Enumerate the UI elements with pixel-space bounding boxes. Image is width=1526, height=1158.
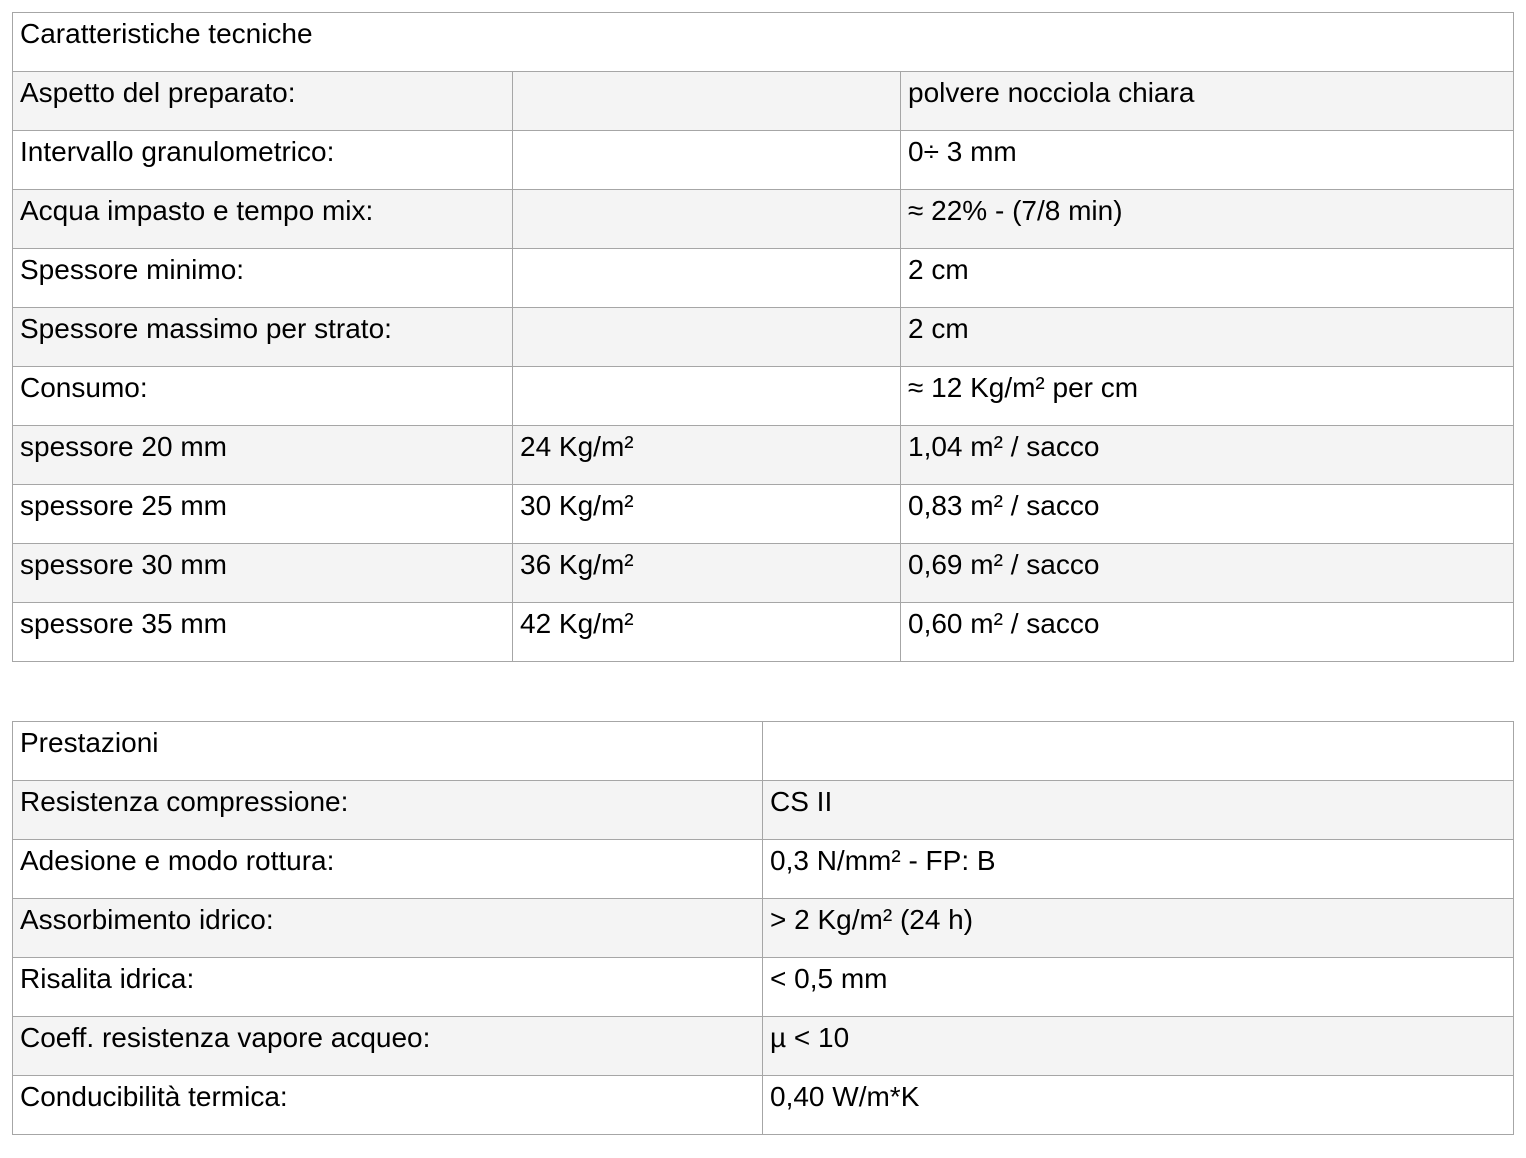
table-title <box>13 13 1514 72</box>
row-value-text: 0,69 m² / sacco <box>908 549 1100 580</box>
row-value <box>901 72 1514 131</box>
row-label-text: Acqua impasto e tempo mix: <box>20 195 374 226</box>
row-label-text: Aspetto del preparato: <box>20 77 296 108</box>
row-label-text: Resistenza compressione: <box>20 786 349 817</box>
row-label <box>13 544 513 603</box>
row-label-text: Consumo: <box>20 372 148 403</box>
row-label-text: Intervallo granulometrico: <box>20 136 335 167</box>
row-middle <box>513 308 901 367</box>
row-label <box>13 190 513 249</box>
row-label-text: Adesione e modo rottura: <box>20 845 335 876</box>
row-label-text: Spessore minimo: <box>20 254 245 285</box>
row-value <box>763 781 1514 840</box>
row-middle <box>513 426 901 485</box>
table-row <box>13 131 1514 190</box>
row-label <box>13 603 513 662</box>
row-value <box>763 958 1514 1017</box>
row-value-text: ≈ 12 Kg/m² per cm <box>908 372 1139 403</box>
row-label <box>13 899 763 958</box>
row-value-text: 1,04 m² / sacco <box>908 431 1100 462</box>
table-row <box>13 899 1514 958</box>
table-row <box>13 72 1514 131</box>
row-label <box>13 781 763 840</box>
row-value <box>901 249 1514 308</box>
table-title-value <box>763 722 1514 781</box>
row-middle <box>513 367 901 426</box>
row-middle-text: 36 Kg/m² <box>520 549 634 580</box>
table-row <box>13 249 1514 308</box>
table-title <box>13 722 763 781</box>
table-row <box>13 426 1514 485</box>
row-label-text: Conducibilità termica: <box>20 1081 288 1112</box>
row-label <box>13 958 763 1017</box>
row-value-text: µ < 10 <box>770 1022 850 1053</box>
row-value-text: polvere nocciola chiara <box>908 77 1195 108</box>
row-value <box>763 1076 1514 1135</box>
row-middle <box>513 485 901 544</box>
row-middle-text <box>520 367 900 374</box>
row-label <box>13 249 513 308</box>
row-value <box>901 308 1514 367</box>
row-value <box>763 840 1514 899</box>
row-middle <box>513 603 901 662</box>
row-value <box>763 1017 1514 1076</box>
row-label <box>13 367 513 426</box>
table-title-value-text <box>770 722 1513 729</box>
table-title-row <box>13 722 1514 781</box>
row-value-text: 0÷ 3 mm <box>908 136 1017 167</box>
row-middle-text <box>520 308 900 315</box>
row-label <box>13 840 763 899</box>
table-row <box>13 308 1514 367</box>
row-value-text: ≈ 22% - (7/8 min) <box>908 195 1123 226</box>
table-title-text: Caratteristiche tecniche <box>20 18 313 49</box>
table-row <box>13 1017 1514 1076</box>
row-label-text: spessore 30 mm <box>20 549 227 580</box>
performance-table <box>12 721 1514 1135</box>
row-value-text: CS II <box>770 786 833 817</box>
table-title-text: Prestazioni <box>20 727 159 758</box>
row-middle-text <box>520 249 900 256</box>
row-label-text: spessore 20 mm <box>20 431 227 462</box>
table-title-row <box>13 13 1514 72</box>
technical-specs-table <box>12 12 1514 662</box>
row-label <box>13 308 513 367</box>
row-middle-text: 30 Kg/m² <box>520 490 634 521</box>
row-middle <box>513 72 901 131</box>
table-row <box>13 485 1514 544</box>
row-value-text: 2 cm <box>908 254 969 285</box>
row-label-text: Coeff. resistenza vapore acqueo: <box>20 1022 431 1053</box>
table-row <box>13 840 1514 899</box>
row-middle <box>513 190 901 249</box>
row-value-text: 0,40 W/m*K <box>770 1081 920 1112</box>
row-middle <box>513 544 901 603</box>
row-label-text: spessore 35 mm <box>20 608 227 639</box>
row-value-text: 0,3 N/mm² - FP: B <box>770 845 996 876</box>
row-label <box>13 426 513 485</box>
row-middle <box>513 131 901 190</box>
row-label <box>13 1017 763 1076</box>
table-row <box>13 190 1514 249</box>
row-label <box>13 1076 763 1135</box>
row-value <box>901 544 1514 603</box>
table-row <box>13 958 1514 1017</box>
row-middle <box>513 249 901 308</box>
row-value-text: > 2 Kg/m² (24 h) <box>770 904 974 935</box>
row-label-text: Spessore massimo per strato: <box>20 313 392 344</box>
row-value-text: < 0,5 mm <box>770 963 888 994</box>
row-middle-text <box>520 72 900 79</box>
row-label-text: spessore 25 mm <box>20 490 227 521</box>
table-row <box>13 1076 1514 1135</box>
row-label <box>13 485 513 544</box>
row-value-text: 0,83 m² / sacco <box>908 490 1100 521</box>
row-middle-text: 24 Kg/m² <box>520 431 634 462</box>
row-value-text: 0,60 m² / sacco <box>908 608 1100 639</box>
table-row <box>13 603 1514 662</box>
table-row <box>13 544 1514 603</box>
row-label <box>13 131 513 190</box>
row-value <box>901 426 1514 485</box>
row-value <box>901 485 1514 544</box>
row-value <box>901 603 1514 662</box>
row-value <box>901 131 1514 190</box>
row-label-text: Assorbimento idrico: <box>20 904 274 935</box>
table-row <box>13 781 1514 840</box>
table-row <box>13 367 1514 426</box>
row-middle-text: 42 Kg/m² <box>520 608 634 639</box>
row-value-text: 2 cm <box>908 313 969 344</box>
row-value <box>901 367 1514 426</box>
row-label-text: Risalita idrica: <box>20 963 195 994</box>
row-middle-text <box>520 131 900 138</box>
row-label <box>13 72 513 131</box>
row-middle-text <box>520 190 900 197</box>
row-value <box>901 190 1514 249</box>
row-value <box>763 899 1514 958</box>
